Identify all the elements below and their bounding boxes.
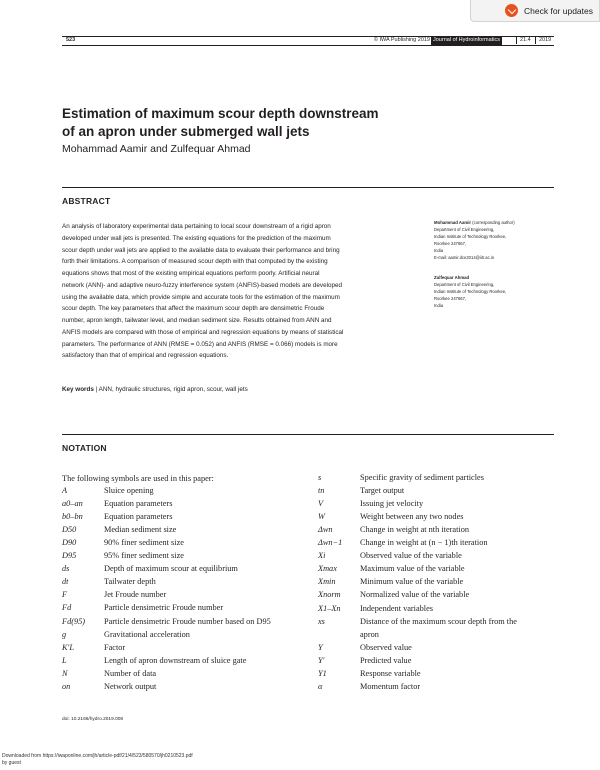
abstract-line: forth their limitations. A comparison of measured scour depth with that computed by the existing (62, 258, 328, 266)
notation-symbol: X1–Xn (318, 603, 341, 613)
keywords-list: | ANN, hydraulic structures, rigid apron, scour, wall jets (95, 386, 248, 393)
notation-symbol: Xnorm (318, 590, 341, 600)
notation-symbol: on (62, 681, 71, 691)
abstract-line: developed under wall jets is presented. The existing equations for the prediction of the maximum (62, 234, 331, 242)
affiliation-email[interactable]: E-mail: aamir.dce2014@iitr.ac.in (434, 254, 495, 260)
notation-description: Jet Froude number (104, 590, 167, 600)
notation-description: Factor (104, 642, 126, 652)
affiliation-note: (corresponding author) (471, 220, 515, 225)
notation-heading: NOTATION (62, 443, 107, 453)
notation-intro: The following symbols are used in this paper: (62, 474, 214, 483)
article-title-line-1: Estimation of maximum scour depth downstream (62, 106, 379, 121)
footer-line: by guest (2, 760, 21, 766)
notation-symbol: s (318, 473, 322, 482)
download-footer (2, 753, 193, 767)
notation-symbol: dt (62, 577, 69, 587)
notation-symbol: D50 (62, 525, 77, 535)
notation-description: Equation parameters (104, 499, 173, 509)
notation-symbol: Fd(95) (62, 616, 86, 626)
article-title-line-2: of an apron under submerged wall jets (62, 124, 310, 139)
abstract-line: using the available data, which provide simple and accurate tools for the estimation of the maximum (62, 293, 340, 301)
notation-description: Median sediment size (104, 525, 177, 535)
keywords-label: Key words (62, 386, 94, 393)
affiliation-block (434, 220, 559, 261)
notation-symbol: b0–bn (62, 512, 83, 522)
affiliation-name: Mohammad Aamir (434, 220, 472, 225)
notation-description: Observed value of the variable (360, 551, 462, 561)
author-list: Mohammad Aamir and Zulfequar Ahmad (62, 143, 251, 155)
keywords (62, 386, 422, 393)
notation-description: Normalized value of the variable (360, 590, 470, 600)
notation-symbol: Δwn−1 (318, 538, 343, 548)
footer-line[interactable]: Downloaded from https://iwaponline.com/jh/article-pdf/21/4/523/580570/jh0210523.pdf (2, 753, 193, 759)
notation-description: Particle densimetric Froude number based on D95 (104, 616, 271, 626)
notation-description: Sluice opening (104, 486, 154, 495)
abstract-line: scour depth under wall jets are applied to the available data to evaluate their performance and bring (62, 246, 340, 254)
journal-volume: 21.4 (520, 37, 531, 43)
notation-symbol: Xmax (318, 564, 337, 574)
affiliation-line: India (434, 247, 444, 253)
notation-symbol: g (62, 629, 67, 639)
affiliation-line: Indian Institute of Technology Roorkee, (434, 233, 507, 239)
notation-description: Network output (104, 681, 157, 691)
notation-symbol: F (62, 590, 68, 600)
check-updates-icon (505, 4, 518, 17)
abstract-line: scour depth. The key parameters that affect the maximum scour depth are densimetric Froude (62, 305, 325, 313)
notation-symbol: W (318, 512, 325, 522)
notation-symbol: tn (318, 486, 325, 496)
affiliation-name: Zulfequar Ahmad (434, 275, 470, 280)
notation-symbol: Xi (318, 551, 326, 561)
affiliation-line: Department of Civil Engineering, (434, 226, 495, 232)
affiliation-line: Department of Civil Engineering, (434, 281, 495, 287)
abstract-line: network (ANN)- and adaptive neuro-fuzzy interference system (ANFIS)-based models are developed (62, 281, 342, 289)
notation-symbol: D95 (62, 551, 77, 561)
notation-description: Target output (360, 486, 405, 496)
notation-description: Observed value (360, 642, 412, 652)
abstract-line: parameters. The performance of ANN (RMSE = 0.052) and ANFIS (RMSE = 0.066) models is more (62, 340, 338, 348)
notation-description: Predicted value (360, 655, 412, 665)
notation-description: Length of apron downstream of sluice gate (104, 655, 247, 665)
notation-description: Momentum factor (360, 681, 421, 691)
notation-description: Specific gravity of sediment particles (360, 473, 484, 482)
notation-description: Equation parameters (104, 512, 173, 522)
notation-description: 90% finer sediment size (104, 538, 184, 548)
notation-symbol: Xmin (318, 577, 336, 587)
notation-symbol: Y′ (318, 655, 325, 665)
header-divider (535, 37, 536, 44)
notation-symbol: Δwn (318, 525, 333, 535)
check-for-updates-badge[interactable] (470, 0, 600, 22)
check-updates-label: Check for updates (524, 5, 593, 16)
notation-symbol: N (62, 668, 68, 678)
abstract-line: ANFIS models are compared with those of empirical and regression equations by means of statistical (62, 328, 344, 336)
notation-description: Weight between any two nodes (360, 512, 464, 522)
abstract-line: number, apron length, tailwater level, and median sediment size. Results obtained from ANN and (62, 317, 332, 324)
notation-symbol: V (318, 499, 324, 509)
affiliation-block (434, 275, 559, 310)
notation-symbol: ds (62, 564, 70, 574)
page-number: 523 (66, 37, 76, 43)
notation-symbol: α (318, 681, 323, 691)
affiliation-line: Roorkee 247667, (434, 240, 467, 246)
notation-description: Maximum value of the variable (360, 564, 465, 574)
notation-description: Issuing jet velocity (360, 499, 424, 509)
notation-rule (62, 434, 554, 435)
abstract-line: An analysis of laboratory experimental data pertaining to local scour downstream of a rigid apron (62, 223, 331, 230)
notation-description: Change in weight at nth iteration (360, 525, 469, 535)
abstract-line: satisfactory than that of empirical and regression equations. (62, 352, 229, 360)
abstract-rule (62, 187, 554, 188)
notation-description: Response variable (360, 668, 421, 678)
notation-description: 95% finer sediment size (104, 551, 184, 561)
header-divider (516, 37, 517, 44)
notation-description: Depth of maximum scour at equilibrium (104, 564, 238, 574)
affiliation-line: Roorkee 247667, (434, 295, 467, 301)
notation-description: Independent variables (360, 603, 434, 613)
notation-symbol: Y (318, 642, 323, 652)
abstract-line: equations shows that most of the existing empirical equations perform poorly. Artificial neural (62, 270, 320, 277)
notation-description: Change in weight at (n − 1)th iteration (360, 538, 488, 548)
affiliation-line: India (434, 302, 444, 308)
affiliation-line: Indian Institute of Technology Roorkee, (434, 288, 507, 294)
notation-description: Particle densimetric Froude number (104, 603, 224, 613)
journal-year: 2019 (539, 37, 552, 43)
abstract-heading: ABSTRACT (62, 196, 111, 206)
notation-description: Gravitational acceleration (104, 629, 190, 639)
notation-symbol: D90 (62, 538, 77, 548)
notation-symbol: K′L (62, 642, 74, 652)
abstract-body (62, 221, 426, 362)
notation-description: Distance of the maximum scour depth from the (360, 616, 517, 626)
notation-description: apron (360, 629, 379, 639)
notation-description: Tailwater depth (104, 577, 156, 587)
notation-symbol: Y1 (318, 668, 327, 678)
notation-symbol: a0–an (62, 499, 83, 509)
notation-symbol: A (62, 486, 68, 495)
notation-symbol: xs (318, 616, 325, 626)
notation-symbol: L (62, 655, 67, 665)
doi[interactable]: doi: 10.2166/hydro.2019.008 (62, 717, 124, 722)
journal-name: Journal of Hydroinformatics (433, 37, 500, 43)
notation-description: Number of data (104, 668, 157, 678)
publisher-notice: © IWA Publishing 2019 (373, 37, 430, 43)
notation-symbol: Fd (62, 603, 72, 613)
notation-description: Minimum value of the variable (360, 577, 464, 587)
